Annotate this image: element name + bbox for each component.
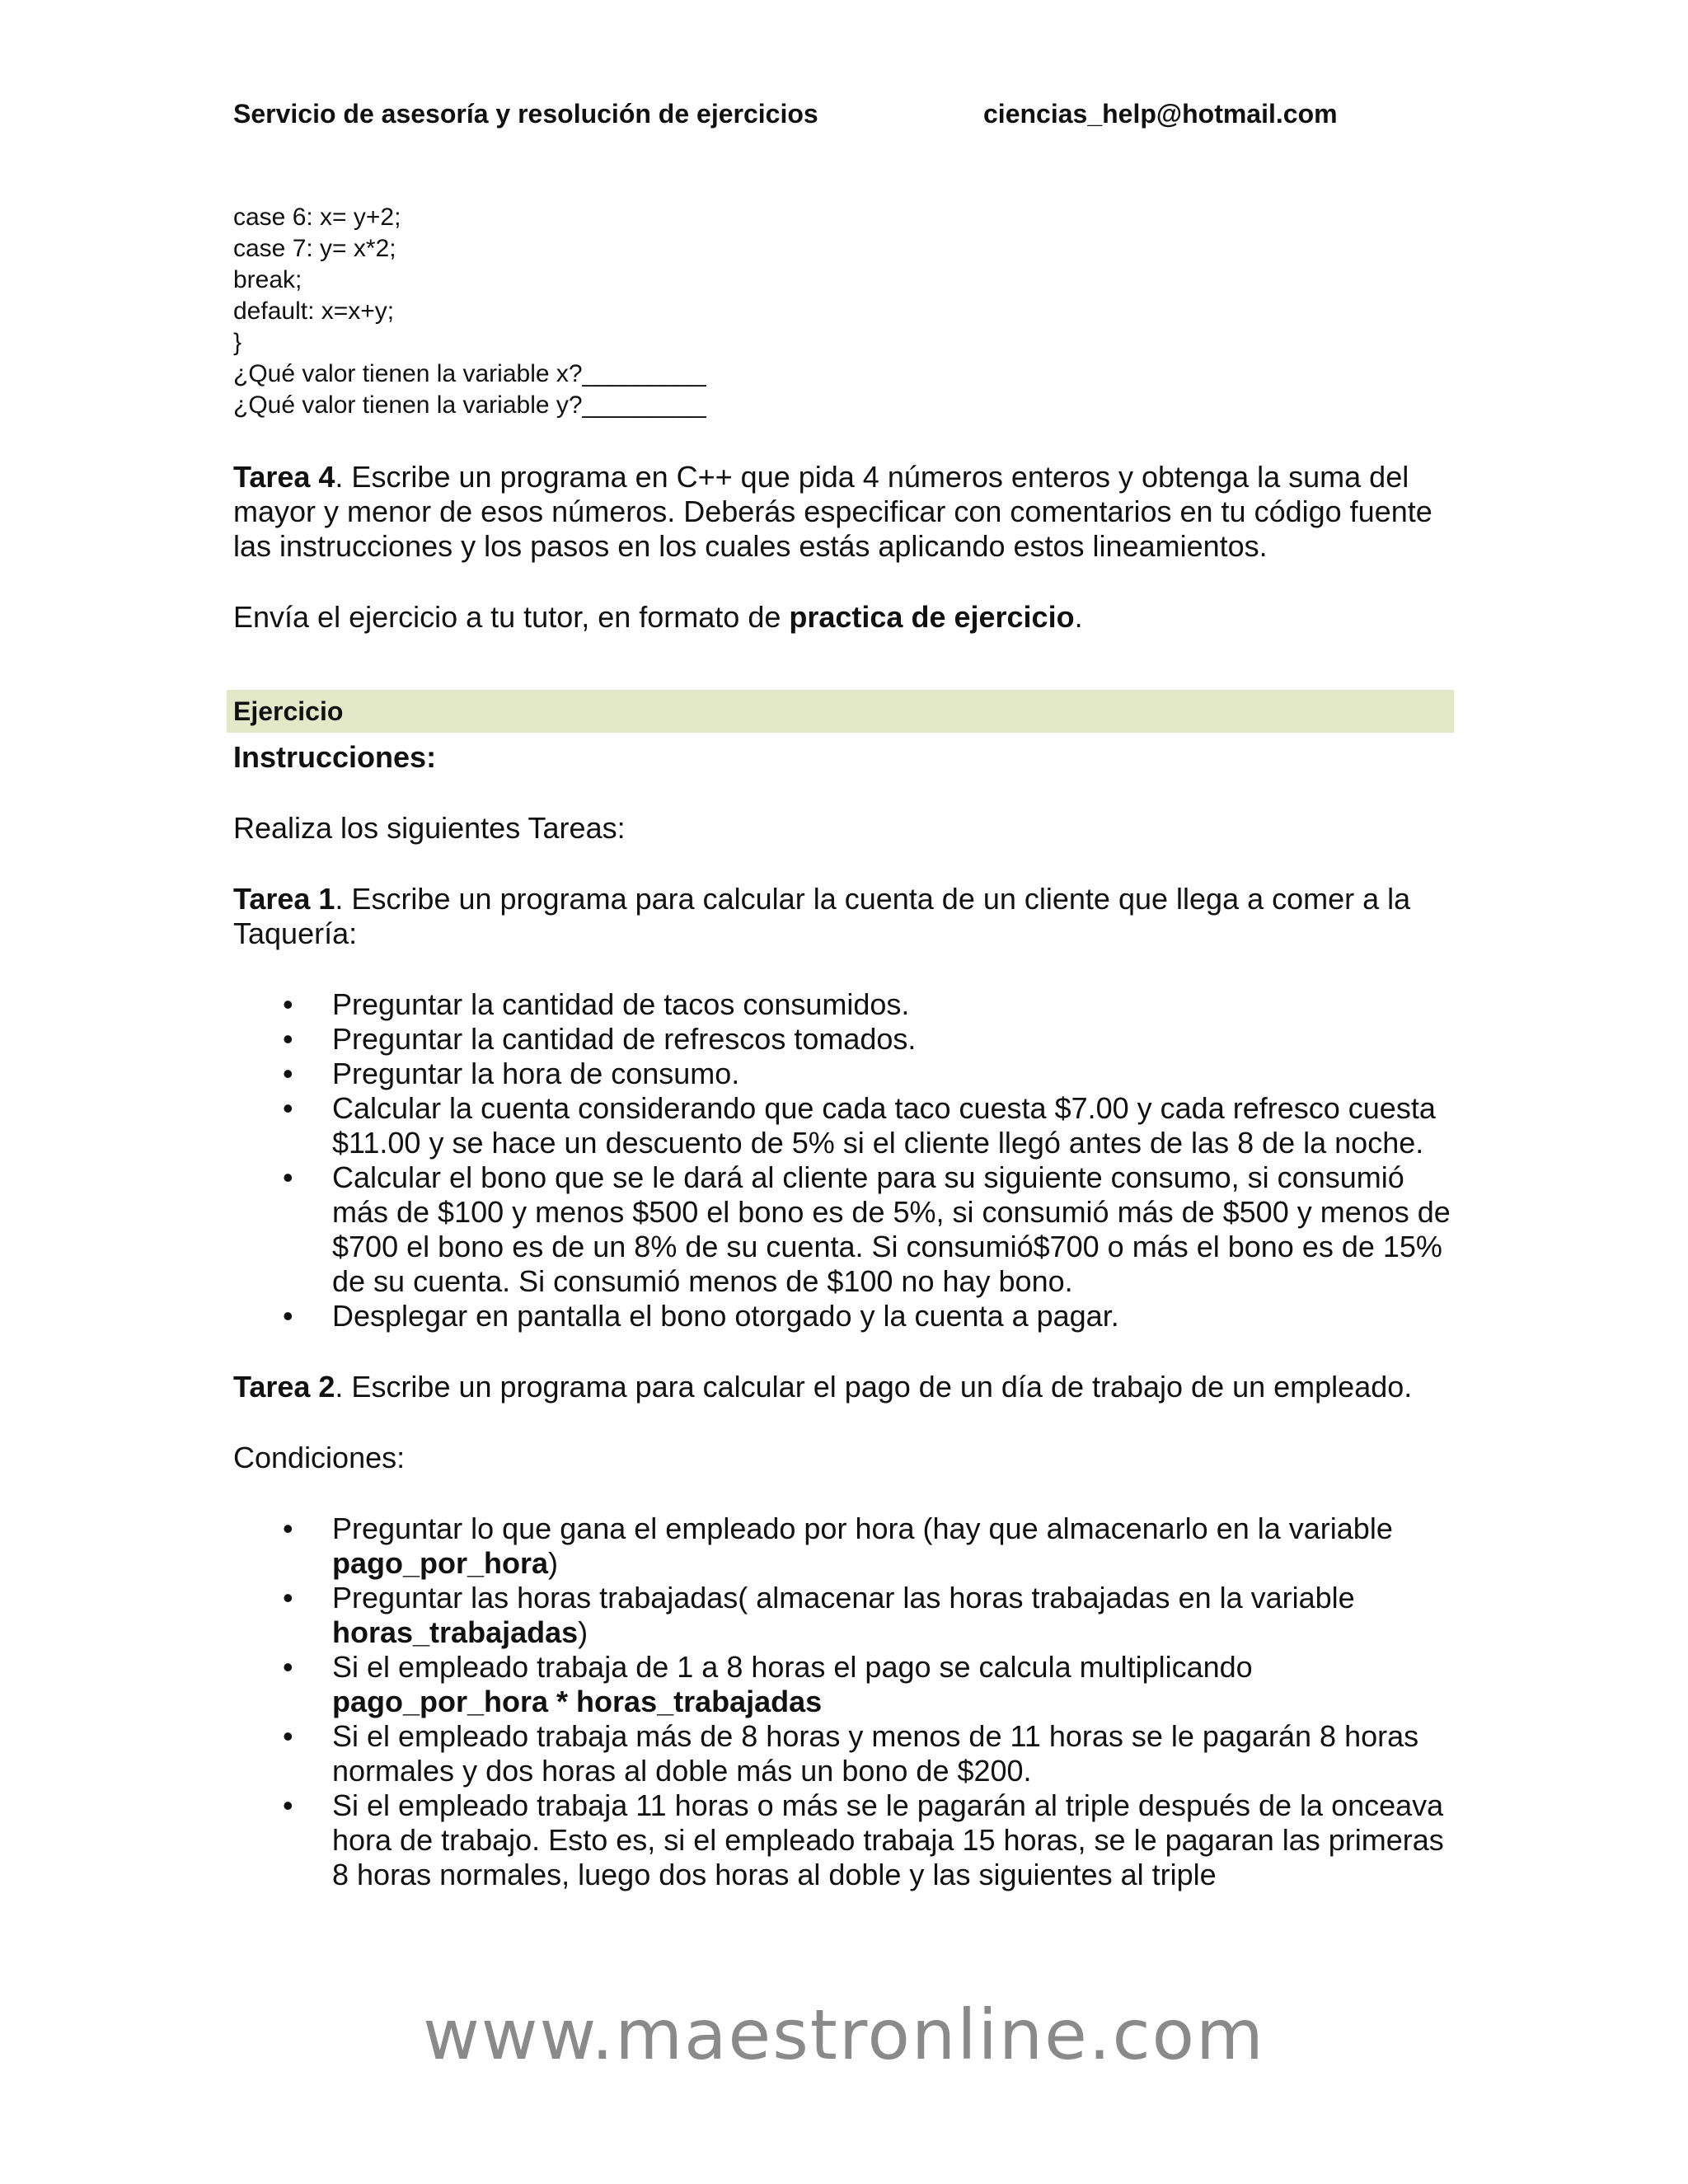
variable-name: horas_trabajadas bbox=[332, 1615, 579, 1649]
list-item-text: Preguntar las horas trabajadas( almacenar las horas trabajadas en la variable bbox=[332, 1581, 1355, 1615]
list-item-text: Preguntar la hora de consumo. bbox=[332, 1057, 740, 1090]
tarea4-label: Tarea 4 bbox=[233, 460, 335, 494]
bullet-icon: • bbox=[283, 1299, 293, 1333]
list-item bbox=[233, 1788, 1453, 1892]
condiciones-text: Condiciones: bbox=[233, 1441, 406, 1474]
ejercicio-heading-bar: Ejercicio bbox=[227, 690, 1454, 733]
tarea1-label: Tarea 1 bbox=[233, 882, 335, 916]
code-line: } bbox=[233, 329, 242, 356]
tarea2-label: Tarea 2 bbox=[233, 1370, 335, 1404]
code-snippet bbox=[233, 202, 706, 421]
list-item-suffix: ) bbox=[578, 1615, 588, 1649]
code-line: case 7: y= x*2; bbox=[233, 235, 396, 262]
tarea2-list bbox=[233, 1511, 1453, 1892]
list-item-text: Desplegar en pantalla el bono otorgado y la cuenta a pagar. bbox=[332, 1299, 1119, 1333]
tarea1-list bbox=[233, 987, 1453, 1333]
tarea1-text: . Escribe un programa para calcular la cuenta de un cliente que llega a comer a la Taquería: bbox=[233, 882, 1411, 950]
bullet-icon: • bbox=[283, 1160, 293, 1194]
list-item-text: Calcular la cuenta considerando que cada taco cuesta $7.00 y cada refresco cuesta $11.00 y se hace un descuento de 5% si el cliente llegó antes de las 8 de la noche. bbox=[332, 1091, 1436, 1160]
realiza-text: Realiza los siguientes Tareas: bbox=[233, 811, 626, 845]
bullet-icon: • bbox=[283, 1788, 293, 1822]
tarea4-text: . Escribe un programa en C++ que pida 4 números enteros y obtenga la suma del mayor y menor de esos números. Deberás especificar con comentarios en tu código fuente las instrucciones y los pasos en los cuales estás aplicando estos lineamientos. bbox=[233, 460, 1432, 563]
list-item-suffix: ) bbox=[548, 1546, 559, 1580]
code-line: break; bbox=[233, 266, 302, 293]
list-item-text: Si el empleado trabaja de 1 a 8 horas el pago se calcula multiplicando bbox=[332, 1650, 1253, 1684]
code-line: case 6: x= y+2; bbox=[233, 204, 401, 231]
send-suffix: . bbox=[1074, 600, 1083, 634]
list-item bbox=[233, 1511, 1453, 1581]
page-header bbox=[233, 99, 1387, 135]
bullet-icon: • bbox=[283, 1511, 293, 1545]
code-line: default: x=x+y; bbox=[233, 298, 395, 325]
list-item-text: Si el empleado trabaja 11 horas o más se le pagarán al triple después de la onceava hora de trabajo. Esto es, si el empleado trabaja 15 horas, se le pagaran las primeras 8 horas normales, luego dos horas al doble y las siguientes al triple bbox=[332, 1788, 1444, 1891]
list-item bbox=[233, 1299, 1453, 1333]
bullet-icon: • bbox=[283, 1057, 293, 1090]
list-item bbox=[233, 1719, 1453, 1788]
list-item bbox=[233, 1091, 1453, 1160]
question-x: ¿Qué valor tienen la variable x?_________ bbox=[233, 360, 706, 387]
tarea4-section bbox=[233, 460, 1453, 635]
footer-website[interactable]: www.maestronline.com bbox=[423, 1994, 1265, 2075]
list-item bbox=[233, 987, 1453, 1022]
variable-name: pago_por_hora bbox=[332, 1546, 549, 1580]
list-item-text: Preguntar la cantidad de tacos consumidos. bbox=[332, 987, 910, 1021]
ejercicio-body bbox=[233, 740, 1453, 1892]
list-item-text: Preguntar la cantidad de refrescos tomados. bbox=[332, 1022, 917, 1056]
list-item-text: Calcular el bono que se le dará al cliente para su siguiente consumo, si consumió más de $100 y menos $500 el bono es de 5%, si consumió más de $500 y menos de $700 el bono es de un 8% de su cuenta. Si consumió$700 o más el bono es de 15% de su cuenta. Si consumió menos de $100 no hay bono. bbox=[332, 1160, 1451, 1298]
list-item-text: Preguntar lo que gana el empleado por hora (hay que almacenarlo en la variable bbox=[332, 1511, 1393, 1545]
send-format: practica de ejercicio bbox=[789, 600, 1075, 634]
bullet-icon: • bbox=[283, 1581, 293, 1615]
formula: pago_por_hora * horas_trabajadas bbox=[332, 1685, 823, 1718]
tarea2-paragraph bbox=[233, 1370, 1453, 1404]
header-service-title: Servicio de asesoría y resolución de ejercicios bbox=[233, 99, 818, 129]
bullet-icon: • bbox=[283, 987, 293, 1021]
list-item bbox=[233, 1022, 1453, 1057]
tarea4-paragraph bbox=[233, 460, 1453, 564]
tarea2-text: . Escribe un programa para calcular el pago de un día de trabajo de un empleado. bbox=[335, 1370, 1413, 1404]
list-item-text: Si el empleado trabaja más de 8 horas y menos de 11 horas se le pagarán 8 horas normales y dos horas al doble más un bono de $200. bbox=[332, 1719, 1419, 1788]
bullet-icon: • bbox=[283, 1650, 293, 1684]
tarea1-paragraph bbox=[233, 882, 1453, 951]
send-instruction bbox=[233, 600, 1453, 635]
list-item bbox=[233, 1650, 1453, 1719]
bullet-icon: • bbox=[283, 1022, 293, 1056]
question-y: ¿Qué valor tienen la variable y?_________ bbox=[233, 391, 706, 419]
header-email: ciencias_help@hotmail.com bbox=[983, 99, 1338, 129]
list-item bbox=[233, 1160, 1453, 1299]
instrucciones-heading: Instrucciones: bbox=[233, 740, 437, 774]
list-item bbox=[233, 1581, 1453, 1650]
bullet-icon: • bbox=[283, 1719, 293, 1753]
bullet-icon: • bbox=[283, 1091, 293, 1125]
list-item bbox=[233, 1057, 1453, 1091]
send-prefix: Envía el ejercicio a tu tutor, en formato de bbox=[233, 600, 790, 634]
